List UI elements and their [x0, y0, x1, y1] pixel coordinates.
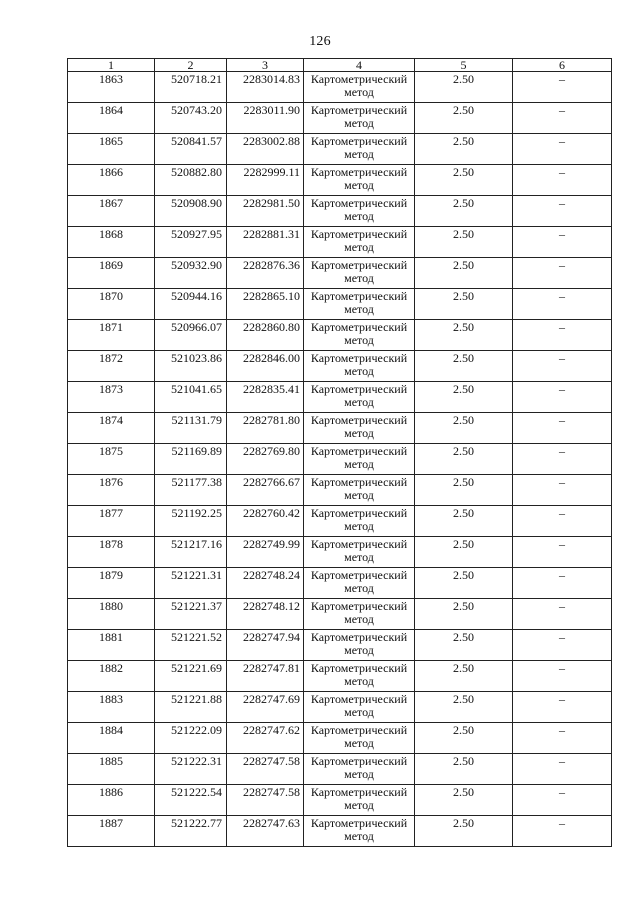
point-number-cell: 1863	[68, 72, 155, 103]
method-cell: Картометрический метод	[304, 444, 415, 475]
note-cell: –	[513, 475, 612, 506]
note-cell: –	[513, 723, 612, 754]
table-row	[68, 258, 612, 289]
x-coordinate-cell: 521169.89	[155, 444, 227, 475]
y-coordinate-cell: 2282747.94	[227, 630, 304, 661]
x-coordinate-cell: 520932.90	[155, 258, 227, 289]
point-number-cell: 1878	[68, 537, 155, 568]
point-number-cell: 1875	[68, 444, 155, 475]
x-coordinate-cell: 521217.16	[155, 537, 227, 568]
note-cell: –	[513, 413, 612, 444]
accuracy-cell: 2.50	[415, 134, 513, 165]
accuracy-cell: 2.50	[415, 165, 513, 196]
table-row	[68, 413, 612, 444]
point-number-cell: 1869	[68, 258, 155, 289]
x-coordinate-cell: 521221.69	[155, 661, 227, 692]
accuracy-cell: 2.50	[415, 754, 513, 785]
y-coordinate-cell: 2282747.63	[227, 816, 304, 847]
x-coordinate-cell: 521222.09	[155, 723, 227, 754]
table-row	[68, 134, 612, 165]
x-coordinate-cell: 521222.31	[155, 754, 227, 785]
x-coordinate-cell: 521221.37	[155, 599, 227, 630]
accuracy-cell: 2.50	[415, 258, 513, 289]
table-row	[68, 630, 612, 661]
note-cell: –	[513, 692, 612, 723]
point-number-cell: 1876	[68, 475, 155, 506]
method-cell: Картометрический метод	[304, 475, 415, 506]
method-cell: Картометрический метод	[304, 258, 415, 289]
method-cell: Картометрический метод	[304, 692, 415, 723]
accuracy-cell: 2.50	[415, 382, 513, 413]
table-row	[68, 196, 612, 227]
table-row	[68, 165, 612, 196]
method-cell: Картометрический метод	[304, 506, 415, 537]
column-header-3: 3	[227, 59, 304, 72]
note-cell: –	[513, 754, 612, 785]
method-cell: Картометрический метод	[304, 630, 415, 661]
x-coordinate-cell: 520927.95	[155, 227, 227, 258]
accuracy-cell: 2.50	[415, 72, 513, 103]
x-coordinate-cell: 521221.88	[155, 692, 227, 723]
note-cell: –	[513, 165, 612, 196]
accuracy-cell: 2.50	[415, 692, 513, 723]
y-coordinate-cell: 2283011.90	[227, 103, 304, 134]
point-number-cell: 1880	[68, 599, 155, 630]
page-number: 126	[309, 34, 331, 49]
method-cell: Картометрический метод	[304, 165, 415, 196]
table-row	[68, 537, 612, 568]
note-cell: –	[513, 72, 612, 103]
y-coordinate-cell: 2282747.62	[227, 723, 304, 754]
y-coordinate-cell: 2282747.58	[227, 754, 304, 785]
y-coordinate-cell: 2282981.50	[227, 196, 304, 227]
note-cell: –	[513, 382, 612, 413]
note-cell: –	[513, 351, 612, 382]
method-cell: Картометрический метод	[304, 413, 415, 444]
table-row	[68, 599, 612, 630]
x-coordinate-cell: 520841.57	[155, 134, 227, 165]
accuracy-cell: 2.50	[415, 320, 513, 351]
accuracy-cell: 2.50	[415, 413, 513, 444]
y-coordinate-cell: 2282748.12	[227, 599, 304, 630]
point-number-cell: 1867	[68, 196, 155, 227]
note-cell: –	[513, 661, 612, 692]
y-coordinate-cell: 2282860.80	[227, 320, 304, 351]
accuracy-cell: 2.50	[415, 723, 513, 754]
x-coordinate-cell: 521221.52	[155, 630, 227, 661]
y-coordinate-cell: 2282766.67	[227, 475, 304, 506]
method-cell: Картометрический метод	[304, 103, 415, 134]
x-coordinate-cell: 521131.79	[155, 413, 227, 444]
method-cell: Картометрический метод	[304, 816, 415, 847]
table-body	[68, 72, 612, 847]
accuracy-cell: 2.50	[415, 630, 513, 661]
method-cell: Картометрический метод	[304, 382, 415, 413]
note-cell: –	[513, 320, 612, 351]
table-row	[68, 382, 612, 413]
column-header-1: 1	[68, 59, 155, 72]
y-coordinate-cell: 2282876.36	[227, 258, 304, 289]
table-row	[68, 351, 612, 382]
x-coordinate-cell: 521177.38	[155, 475, 227, 506]
column-header-6: 6	[513, 59, 612, 72]
accuracy-cell: 2.50	[415, 444, 513, 475]
point-number-cell: 1866	[68, 165, 155, 196]
point-number-cell: 1868	[68, 227, 155, 258]
accuracy-cell: 2.50	[415, 289, 513, 320]
accuracy-cell: 2.50	[415, 103, 513, 134]
note-cell: –	[513, 134, 612, 165]
point-number-cell: 1871	[68, 320, 155, 351]
accuracy-cell: 2.50	[415, 351, 513, 382]
point-number-cell: 1873	[68, 382, 155, 413]
y-coordinate-cell: 2282760.42	[227, 506, 304, 537]
table-row	[68, 723, 612, 754]
method-cell: Картометрический метод	[304, 537, 415, 568]
note-cell: –	[513, 196, 612, 227]
table-row	[68, 475, 612, 506]
accuracy-cell: 2.50	[415, 816, 513, 847]
note-cell: –	[513, 289, 612, 320]
point-number-cell: 1865	[68, 134, 155, 165]
table-row	[68, 816, 612, 847]
column-header-2: 2	[155, 59, 227, 72]
y-coordinate-cell: 2282748.24	[227, 568, 304, 599]
method-cell: Картометрический метод	[304, 785, 415, 816]
note-cell: –	[513, 444, 612, 475]
table-row	[68, 785, 612, 816]
accuracy-cell: 2.50	[415, 568, 513, 599]
x-coordinate-cell: 520944.16	[155, 289, 227, 320]
point-number-cell: 1881	[68, 630, 155, 661]
table-row	[68, 506, 612, 537]
method-cell: Картометрический метод	[304, 227, 415, 258]
point-number-cell: 1870	[68, 289, 155, 320]
method-cell: Картометрический метод	[304, 599, 415, 630]
accuracy-cell: 2.50	[415, 785, 513, 816]
x-coordinate-cell: 521041.65	[155, 382, 227, 413]
y-coordinate-cell: 2282747.69	[227, 692, 304, 723]
x-coordinate-cell: 521222.77	[155, 816, 227, 847]
x-coordinate-cell: 521192.25	[155, 506, 227, 537]
point-number-cell: 1887	[68, 816, 155, 847]
table-row	[68, 754, 612, 785]
method-cell: Картометрический метод	[304, 661, 415, 692]
note-cell: –	[513, 785, 612, 816]
method-cell: Картометрический метод	[304, 196, 415, 227]
x-coordinate-cell: 521222.54	[155, 785, 227, 816]
y-coordinate-cell: 2283002.88	[227, 134, 304, 165]
x-coordinate-cell: 520718.21	[155, 72, 227, 103]
y-coordinate-cell: 2282865.10	[227, 289, 304, 320]
y-coordinate-cell: 2282881.31	[227, 227, 304, 258]
table-row	[68, 444, 612, 475]
y-coordinate-cell: 2282999.11	[227, 165, 304, 196]
method-cell: Картометрический метод	[304, 754, 415, 785]
coordinates-table	[67, 58, 612, 847]
method-cell: Картометрический метод	[304, 568, 415, 599]
method-cell: Картометрический метод	[304, 134, 415, 165]
point-number-cell: 1882	[68, 661, 155, 692]
point-number-cell: 1874	[68, 413, 155, 444]
table-row	[68, 227, 612, 258]
note-cell: –	[513, 599, 612, 630]
y-coordinate-cell: 2282846.00	[227, 351, 304, 382]
accuracy-cell: 2.50	[415, 599, 513, 630]
point-number-cell: 1864	[68, 103, 155, 134]
header-row	[68, 59, 612, 72]
table-row	[68, 103, 612, 134]
method-cell: Картометрический метод	[304, 351, 415, 382]
x-coordinate-cell: 520908.90	[155, 196, 227, 227]
y-coordinate-cell: 2282835.41	[227, 382, 304, 413]
accuracy-cell: 2.50	[415, 227, 513, 258]
column-header-4: 4	[304, 59, 415, 72]
method-cell: Картометрический метод	[304, 72, 415, 103]
point-number-cell: 1885	[68, 754, 155, 785]
y-coordinate-cell: 2282747.58	[227, 785, 304, 816]
note-cell: –	[513, 258, 612, 289]
point-number-cell: 1872	[68, 351, 155, 382]
accuracy-cell: 2.50	[415, 475, 513, 506]
table-row	[68, 289, 612, 320]
note-cell: –	[513, 537, 612, 568]
x-coordinate-cell: 520882.80	[155, 165, 227, 196]
point-number-cell: 1883	[68, 692, 155, 723]
table-row	[68, 320, 612, 351]
accuracy-cell: 2.50	[415, 196, 513, 227]
x-coordinate-cell: 521221.31	[155, 568, 227, 599]
table-header	[68, 59, 612, 72]
note-cell: –	[513, 227, 612, 258]
y-coordinate-cell: 2283014.83	[227, 72, 304, 103]
y-coordinate-cell: 2282781.80	[227, 413, 304, 444]
accuracy-cell: 2.50	[415, 537, 513, 568]
note-cell: –	[513, 630, 612, 661]
table-row	[68, 692, 612, 723]
note-cell: –	[513, 103, 612, 134]
method-cell: Картометрический метод	[304, 320, 415, 351]
method-cell: Картометрический метод	[304, 289, 415, 320]
x-coordinate-cell: 520743.20	[155, 103, 227, 134]
y-coordinate-cell: 2282769.80	[227, 444, 304, 475]
x-coordinate-cell: 521023.86	[155, 351, 227, 382]
method-cell: Картометрический метод	[304, 723, 415, 754]
y-coordinate-cell: 2282747.81	[227, 661, 304, 692]
point-number-cell: 1877	[68, 506, 155, 537]
note-cell: –	[513, 568, 612, 599]
point-number-cell: 1886	[68, 785, 155, 816]
accuracy-cell: 2.50	[415, 506, 513, 537]
y-coordinate-cell: 2282749.99	[227, 537, 304, 568]
column-header-5: 5	[415, 59, 513, 72]
note-cell: –	[513, 816, 612, 847]
point-number-cell: 1884	[68, 723, 155, 754]
point-number-cell: 1879	[68, 568, 155, 599]
table-row	[68, 72, 612, 103]
table-row	[68, 661, 612, 692]
note-cell: –	[513, 506, 612, 537]
accuracy-cell: 2.50	[415, 661, 513, 692]
x-coordinate-cell: 520966.07	[155, 320, 227, 351]
table-row	[68, 568, 612, 599]
